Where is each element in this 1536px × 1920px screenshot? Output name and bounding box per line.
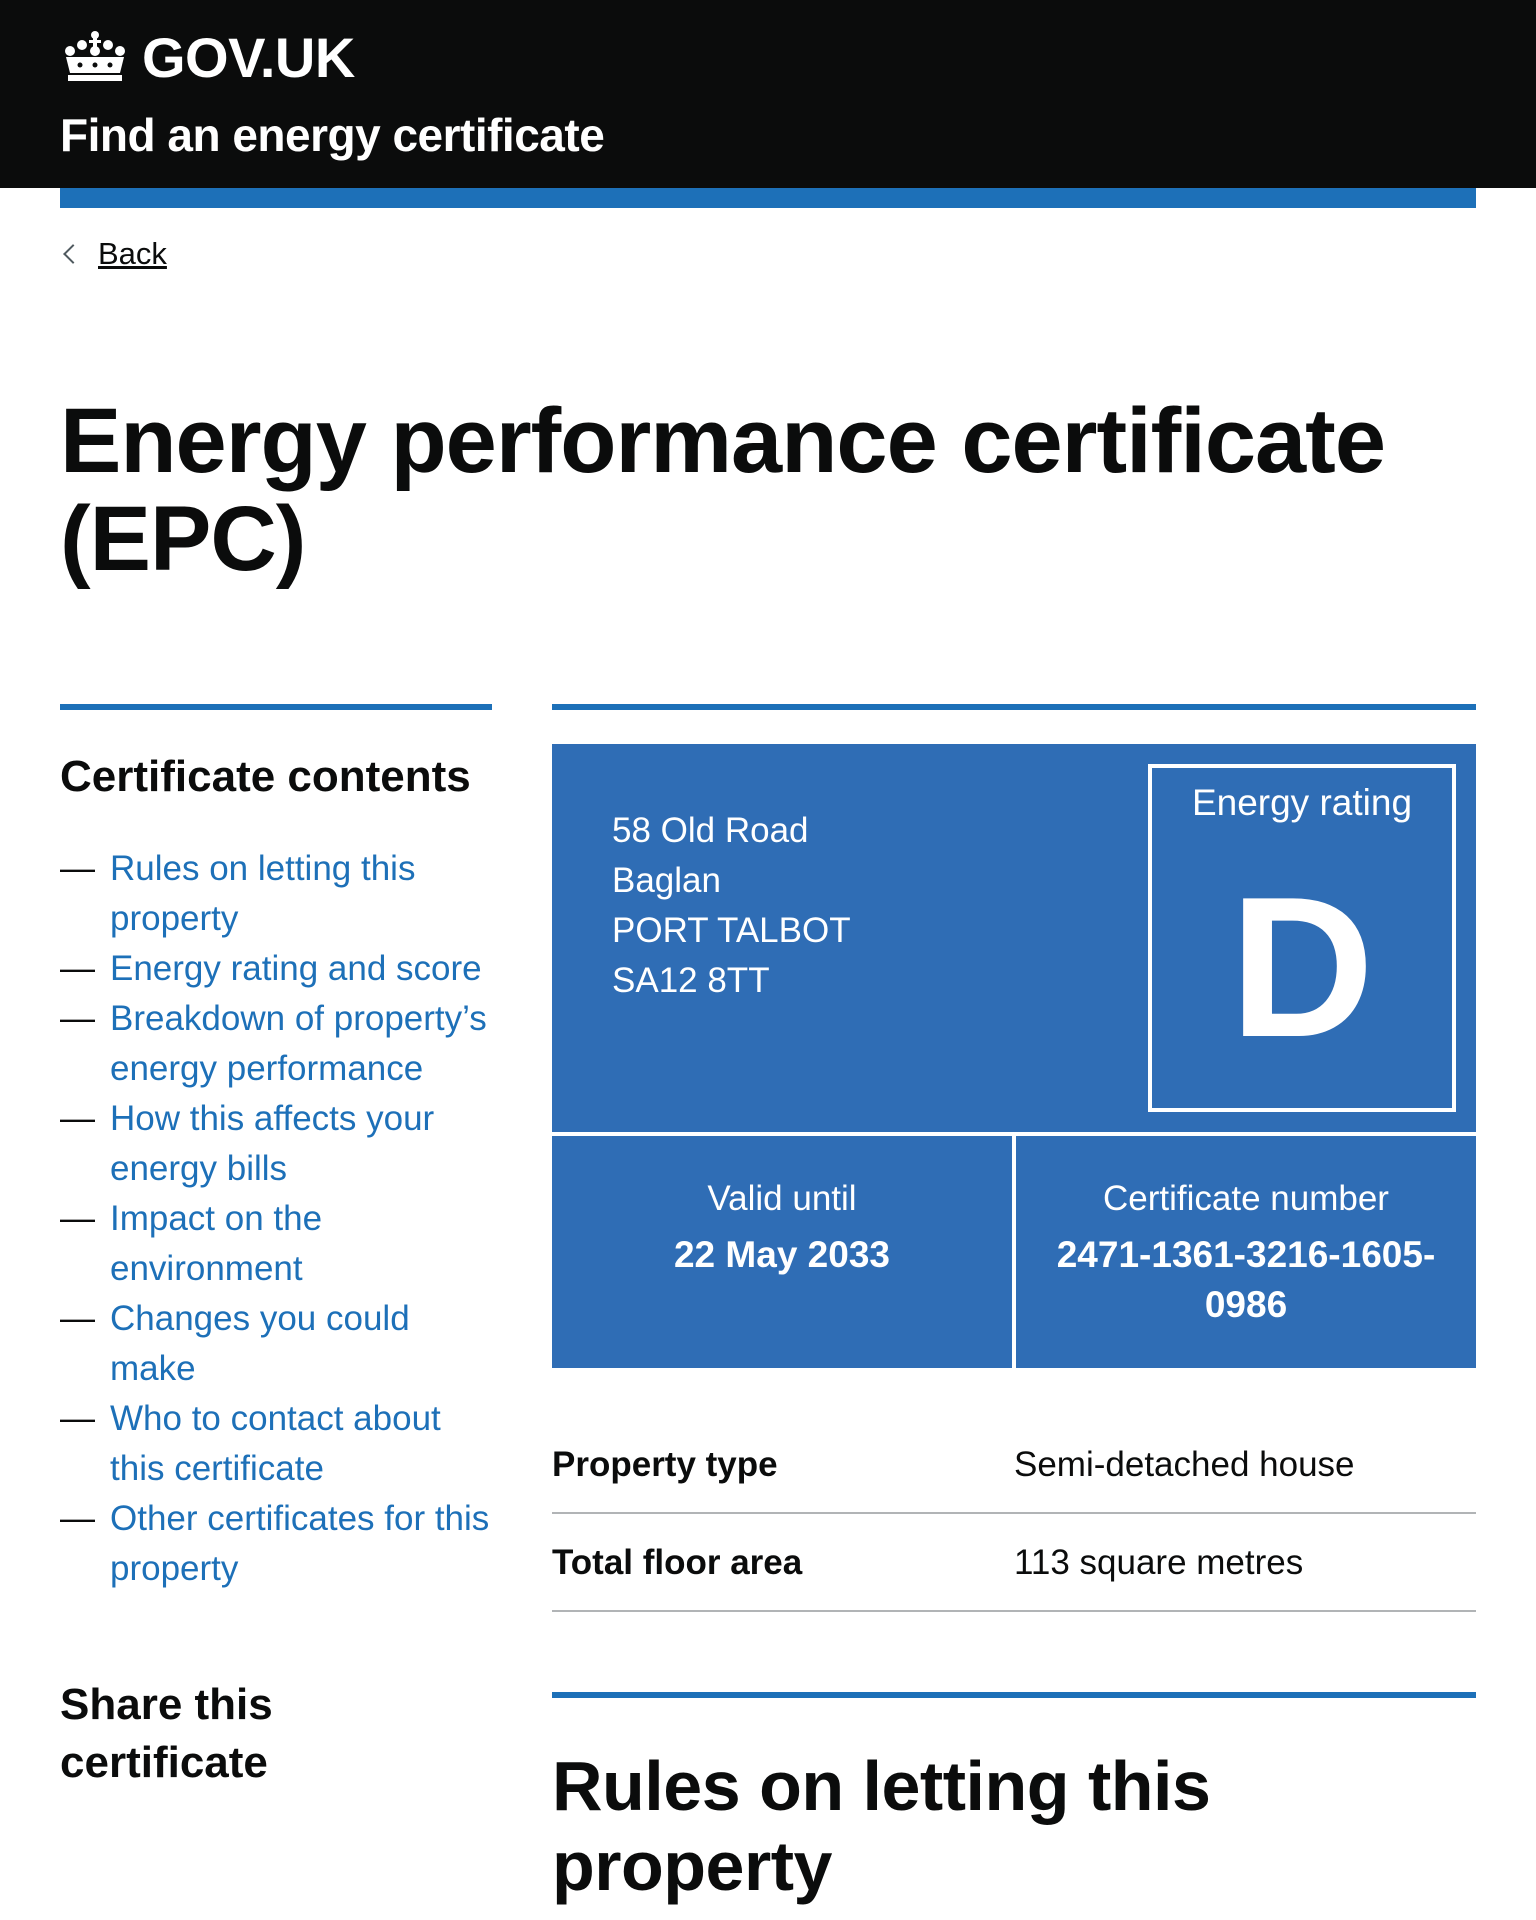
summary-value: Semi-detached house	[1014, 1445, 1355, 1484]
back-link-text[interactable]: Back	[98, 236, 167, 271]
energy-rating-label: Energy rating	[1191, 782, 1413, 823]
contents-link-breakdown[interactable]: Breakdown of property’s energy performance	[110, 999, 487, 1088]
contents-link-environment[interactable]: Impact on the environment	[110, 1199, 323, 1288]
share-heading: Share this certificate	[60, 1680, 273, 1787]
address-line: SA12 8TT	[612, 961, 770, 1000]
contents-link-letting-rules[interactable]: Rules on letting this property	[110, 849, 416, 938]
crown-icon	[60, 29, 130, 85]
valid-until-label: Valid until	[707, 1179, 857, 1218]
section-heading: Rules on letting this property	[552, 1747, 1211, 1905]
list-item	[60, 994, 492, 1094]
govuk-logo-text: GOV.UK	[142, 25, 355, 89]
certificate-contents-nav	[60, 704, 492, 1792]
summary-value: 113 square metres	[1014, 1543, 1304, 1582]
list-dash: —	[60, 1299, 95, 1338]
header-accent-bar	[60, 188, 1476, 208]
energy-rating-box	[1148, 764, 1456, 1112]
contents-list	[60, 844, 492, 1594]
property-summary-list	[552, 1424, 1476, 1612]
list-item	[60, 1394, 492, 1494]
certificate-number-cell	[1016, 1174, 1476, 1330]
contents-heading: Certificate contents	[60, 752, 471, 801]
back-link[interactable]	[60, 236, 167, 272]
valid-until-cell	[552, 1174, 1012, 1280]
contents-link-energy-rating[interactable]: Energy rating and score	[110, 949, 482, 988]
list-dash: —	[60, 1099, 95, 1138]
address-line: Baglan	[612, 861, 721, 900]
chevron-left-icon	[63, 244, 83, 264]
valid-until-date: 22 May 2033	[673, 1234, 890, 1275]
list-item	[60, 1194, 492, 1294]
govuk-logo[interactable]	[60, 24, 355, 90]
contents-link-other-certificates[interactable]: Other certificates for this property	[110, 1499, 490, 1588]
service-name[interactable]: Find an energy certificate	[60, 109, 605, 161]
property-address	[612, 806, 851, 1006]
list-dash: —	[60, 1399, 95, 1438]
list-dash: —	[60, 849, 95, 888]
contents-link-changes[interactable]: Changes you could make	[110, 1299, 410, 1388]
list-dash: —	[60, 949, 95, 988]
list-item	[60, 1294, 492, 1394]
summary-key: Total floor area	[552, 1543, 803, 1582]
summary-row	[552, 1424, 1476, 1514]
page-title: Energy performance certificate (EPC)	[60, 390, 1385, 590]
list-item	[60, 844, 492, 944]
address-line: PORT TALBOT	[612, 911, 851, 950]
list-item	[60, 1494, 492, 1594]
summary-row	[552, 1514, 1476, 1612]
letting-rules-section	[552, 1692, 1476, 1906]
contents-link-contact[interactable]: Who to contact about this certificate	[110, 1399, 441, 1488]
main-content	[552, 704, 1476, 1906]
epc-summary-panel	[552, 744, 1476, 1368]
list-dash: —	[60, 1499, 95, 1538]
contents-link-energy-bills[interactable]: How this affects your energy bills	[110, 1099, 435, 1188]
energy-rating-letter: D	[1229, 856, 1375, 1079]
list-item	[60, 1094, 492, 1194]
certificate-number-label: Certificate number	[1103, 1179, 1389, 1218]
list-dash: —	[60, 999, 95, 1038]
site-header	[0, 0, 1536, 188]
summary-key: Property type	[552, 1445, 778, 1484]
certificate-number-value: 2471-1361-3216-1605-0986	[1056, 1234, 1436, 1325]
list-item	[60, 944, 492, 994]
address-line: 58 Old Road	[612, 811, 809, 850]
list-dash: —	[60, 1199, 95, 1238]
